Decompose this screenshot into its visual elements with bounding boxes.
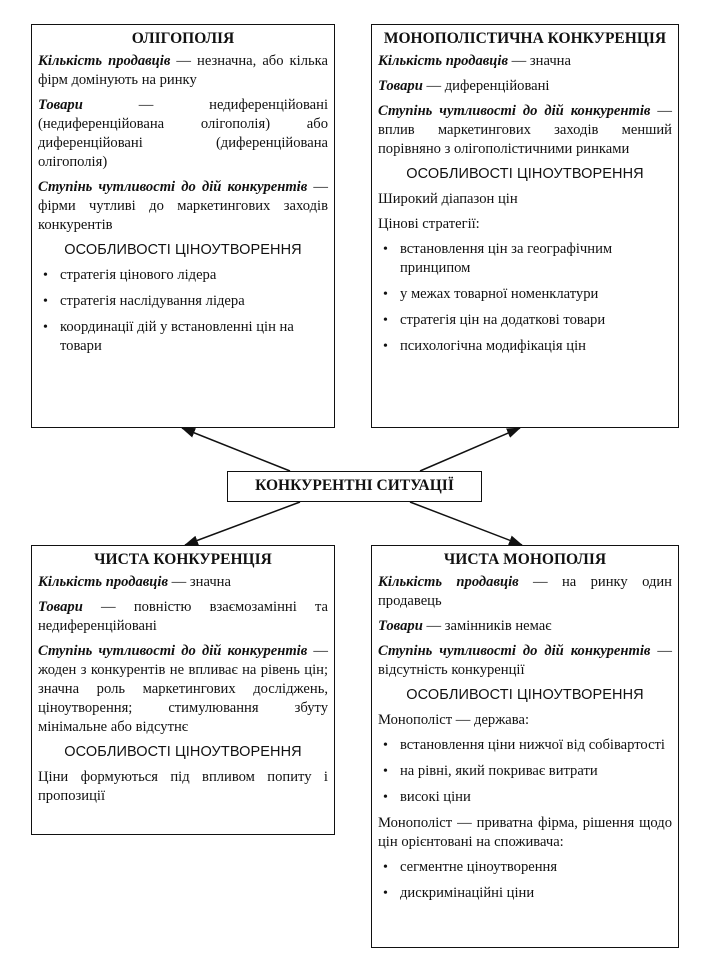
- pure-monopoly-box: [371, 545, 679, 948]
- monopolistic-box: [371, 24, 679, 428]
- arrow-to-pure-monopoly: [410, 502, 522, 545]
- list-item: • стратегія наслідування лідера: [38, 292, 328, 311]
- pure-competition-box: [31, 545, 335, 835]
- oligopoly-title: ОЛІГОПОЛІЯ: [131, 30, 235, 47]
- monopolistic-goods: Товари — диференційовані: [378, 78, 550, 94]
- monopolistic-title: МОНОПОЛІСТИЧНА КОНКУРЕНЦІЯ: [383, 30, 667, 47]
- oligopoly-box: [31, 24, 335, 428]
- pure-competition-sellers: Кількість продавців — значна: [38, 574, 231, 590]
- monopolistic-pricing-header: ОСОБЛИВОСТІ ЦІНОУТВОРЕННЯ: [406, 166, 644, 182]
- list-item: • стратегія цінового лідера: [38, 266, 328, 285]
- list-item: • сегментне ціноутворення: [378, 858, 672, 877]
- pure-monopoly-sensitivity: Ступінь чутливості до дій конкурентів — відсутність конкуренції: [378, 643, 673, 678]
- oligopoly-goods: Товари — недиференційовані (недиференційована олігополія) або диференційовані (диференційована олігополія): [38, 97, 328, 170]
- monopolistic-pricing-list: [378, 240, 672, 356]
- list-item: • психологічна модифікація цін: [378, 337, 672, 356]
- oligopoly-pricing-list: [38, 266, 328, 356]
- pure-monopoly-state-label: Монополіст — держава:: [378, 712, 530, 728]
- monopolistic-strategies-label: Цінові стратегії:: [378, 216, 480, 232]
- list-item: • на рівні, який покриває витрати: [378, 762, 672, 781]
- pure-monopoly-title: ЧИСТА МОНОПОЛІЯ: [443, 551, 607, 568]
- arrow-to-pure-competition: [185, 502, 300, 545]
- monopolistic-sellers: Кількість продавців — значна: [378, 53, 571, 69]
- list-item: • встановлення ціни нижчої від собівартості: [378, 736, 672, 755]
- competitive-situations-box: КОНКУРЕНТНІ СИТУАЦІЇ: [227, 471, 482, 502]
- pure-competition-pricing-header: ОСОБЛИВОСТІ ЦІНОУТВОРЕННЯ: [64, 744, 302, 760]
- pure-monopoly-pricing-header: ОСОБЛИВОСТІ ЦІНОУТВОРЕННЯ: [406, 687, 644, 703]
- arrow-to-oligopoly: [182, 428, 290, 471]
- pure-monopoly-sellers: Кількість продавців — на ринку один продавець: [378, 574, 672, 609]
- pure-competition-sensitivity: Ступінь чутливості до дій конкурентів — жоден з конкурентів не впливає на рівень цін; значна роль маркетингових досліджень, ціноутворення; стимулювання збуту мінімальне або відсутнє: [38, 643, 328, 735]
- pure-competition-pricing-text: Ціни формуються під впливом попиту і пропозиції: [38, 769, 328, 804]
- oligopoly-pricing-header: ОСОБЛИВОСТІ ЦІНОУТВОРЕННЯ: [64, 242, 302, 258]
- pure-monopoly-goods: Товари — замінників немає: [378, 618, 552, 634]
- list-item: • високі ціни: [378, 788, 672, 807]
- pure-competition-goods: Товари — повністю взаємозамінні та недиференційовані: [38, 599, 328, 634]
- pure-monopoly-private-list: [378, 858, 672, 903]
- pure-monopoly-private-label: Монополіст — приватна фірма, рішення щодо цін орієнтовані на споживача:: [378, 815, 672, 850]
- list-item: • встановлення цін за географічним принципом: [378, 240, 672, 278]
- list-item: • стратегія цін на додаткові товари: [378, 311, 672, 330]
- arrow-to-monopolistic: [420, 428, 520, 471]
- list-item: • у межах товарної номенклатури: [378, 285, 672, 304]
- list-item: • координації дій у встановленні цін на товари: [38, 318, 328, 356]
- pure-monopoly-state-list: [378, 736, 672, 807]
- oligopoly-sensitivity: Ступінь чутливості до дій конкурентів — фірми чутливі до маркетингових заходів конкурентів: [38, 179, 328, 233]
- oligopoly-sellers: Кількість продавців — незначна, або кілька фірм домінують на ринку: [38, 53, 328, 88]
- list-item: • дискримінаційні ціни: [378, 884, 672, 903]
- monopolistic-sensitivity: Ступінь чутливості до дій конкурентів — вплив маркетингових заходів менший порівняно з олігополістичними ринками: [378, 103, 673, 157]
- monopolistic-wide-range: Широкий діапазон цін: [378, 191, 518, 207]
- pure-competition-title: ЧИСТА КОНКУРЕНЦІЯ: [94, 551, 272, 568]
